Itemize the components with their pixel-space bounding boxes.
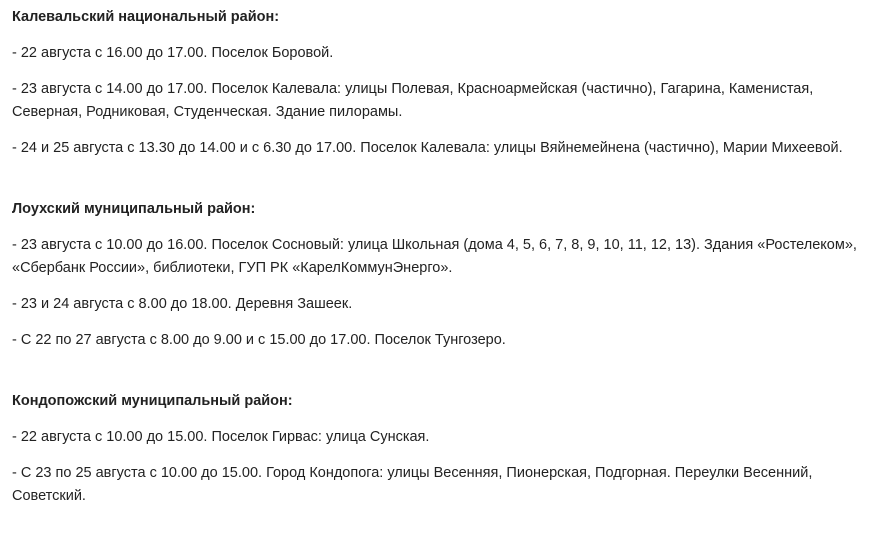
- outage-entry: - 22 августа с 16.00 до 17.00. Поселок Боровой.: [12, 45, 334, 61]
- outage-entry: - 24 и 25 августа с 13.30 до 14.00 и с 6.30 до 17.00. Поселок Калевала: улицы Вяйнемейнена (частично), Марии Михеевой.: [12, 140, 843, 156]
- district-title: Кондопожский муниципальный район:: [12, 393, 293, 409]
- outage-entry: - С 22 по 27 августа с 8.00 до 9.00 и с 15.00 до 17.00. Поселок Тунгозеро.: [12, 332, 506, 348]
- outage-entry: - 23 августа с 10.00 до 16.00. Поселок Сосновый: улица Школьная (дома 4, 5, 6, 7, 8, 9, 10, 11, 12, 13). Здания «Ростелеком», «Сбербанк России», библиотеки, ГУП РК «КарелКоммунЭнерго».: [12, 237, 857, 276]
- outage-entry: - 22 августа с 10.00 до 15.00. Поселок Гирвас: улица Сунская.: [12, 429, 430, 445]
- district-title: Калевальский национальный район:: [12, 9, 280, 25]
- outage-entry: - 23 августа с 14.00 до 17.00. Поселок Калевала: улицы Полевая, Красноармейская (частично), Гагарина, Каменистая, Северная, Родниковая, Студенческая. Здание пилорамы.: [12, 81, 814, 120]
- outage-entry: - С 23 по 25 августа с 10.00 до 15.00. Город Кондопога: улицы Весенняя, Пионерская, Подгорная. Переулки Весенний, Советский.: [12, 465, 813, 504]
- district-section-kondopoga: [12, 390, 876, 508]
- outage-entry: - 23 и 24 августа с 8.00 до 18.00. Деревня Зашеек.: [12, 296, 353, 312]
- district-section-kalevala: [12, 6, 876, 160]
- district-section-loukhi: [12, 198, 876, 352]
- district-title: Лоухский муниципальный район:: [12, 201, 256, 217]
